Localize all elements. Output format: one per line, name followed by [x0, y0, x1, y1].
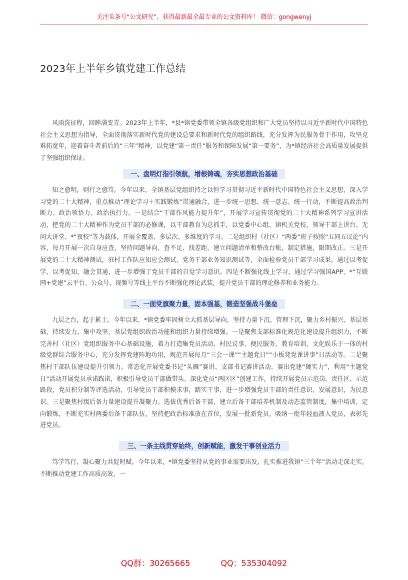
header-banner: [0, 0, 408, 44]
footer-qq-group: QQ群：30265665: [120, 559, 191, 568]
banner-divider: [40, 24, 368, 25]
intro-paragraph: 风雨洗征程，回眸满变青。2023年上半年，*县*镇党委带领全镇各级党组织和广大党员坚持以习近平新时代中国特色社会主义思想为指导，全面贯彻落实新时代党的建设总要求和新时代党的组织路线，充分发挥为民服务骨干作用，攻坚克难拓宽年，迎着奋斗者前后的“三年”精神，以党建“第一责任”服务和保障发展“第一要务”，为*镇经济社会高质量发展提供了坚强组织保证。: [40, 120, 368, 163]
section-heading-1: 一、盘明灯指引领航，增根铸魂，夯实思想政治基础: [40, 169, 368, 179]
document-body: [40, 118, 368, 481]
banner-notice: 关注头条号“公文研究”，获得最新最全最专业的公文资料库！ 微信：gongwenyj: [96, 14, 312, 21]
section-heading-3: 三、一条主线贯穿始终，创新赋能，激发干事创业活力: [40, 441, 368, 451]
section-heading-2: 二、一面党旗聚力量，固本强基，锻造坚强战斗堡垒: [40, 299, 368, 309]
section-2-paragraph: 九层之台，起于累土。今年以来，*镇党委牢固树立大抓基层导向，坚持力量下沉、管理下沉，聚力乡村振兴、基层基础，持续发力、集中攻坚，基层党组织政治功能和组织力量持续增强。一是聚焦支部标准化规范化建设提升组织力，不断完善村（社区）党组织服务中心基础设施，着力打造集党员活动、村民议事、便民服务、教育培训、文化娱乐于一体的村级党群综合服务中心，充分发挥党建阵地功用，规范开展每月“三会一课”“主题党日”“小板凳党课讲事”日活动等。二是聚焦村干部队伍建设提升引领力。常态化开展党委书记“头雁”赛讲、支部书记赛讲活动，赛出党建“硬实力”，利用“主题党日”活动开展党员承诺践诺，积极引导党员干部做带头、深化党员“两区区”创建工作，持续开展党员示范岗、责任区、示范路段，党员积分制等评选活动，引导党员干部积模求事，踏实干事，进一步增强党员干部的责任意识、发展意识，为民意识。三是聚焦村级后备力量建设提升凝聚力。选拔优秀后备干部，建立后备干部培养机制及动态监管制度，集中培训，定向锻炼，不断充实村两委后备干部队伍，坚持把政治标准放在首位，发展一批新党员、吸纳一批年轻血液入党员，表彰先进党员。: [40, 317, 368, 430]
footer-qq-number: QQ：535304092: [220, 559, 288, 568]
section-1-paragraph: 知之愈明，则行之愈笃。今年以来，全镇基层党组织持之以恒学习贯彻习近平新时代中国特色社会主义思想，深入学习党的二十大精神，重点推动“理论学习＋实践锻炼”贯通融合，进一步统一思想、统一意志、统一行动，不断提高政治判断力、政治领悟力、政治执行力。一是结合“干部作风能力提升年”，开展学习宣传贯彻党的二十大精神系列学习宣讲活动，把党的二十大精神作为党员干部的必修课，以干部教育为总抓手，以党委中心组、镇机关党校、领导干部上讲台、无问大讲堂、*“夜校”等为载体，开展全覆盖、多层次、多维度的学习。二是组织村（社区）“两委”班子按照“五同五议论”内容，每月开展一次自身应查，坚持问题导向，查不足、找差距，建立问题清单和整改台账，制定措施，限期改正。三是开展党的二十大精神测试，驻村工作队应知应会测试，党务干部业务知识测试等，全面检验党员干部学习成果，通过以考促学、以考促知，融会贯通，进一步增强了党员干部的自觉学习意识。四是不断强化线上学习，通过学习强国APP、*“互联网+党建”云平台、公众号、视频号等线上平台不断强化理论武装，提升党员干部的理论修养和业务能力。: [40, 186, 368, 288]
section-3-paragraph: 笃学笃行，凝心聚力共促时赋。今年以来，*镇党委坚持从党的事业需要出发，扎实推进我镇“三个年”活动走深走实，不断推动党建工作高质高效，一: [40, 459, 368, 478]
footer-contact: [0, 558, 408, 570]
document-title: 2023年上半年乡镇党建工作总结: [40, 64, 186, 75]
